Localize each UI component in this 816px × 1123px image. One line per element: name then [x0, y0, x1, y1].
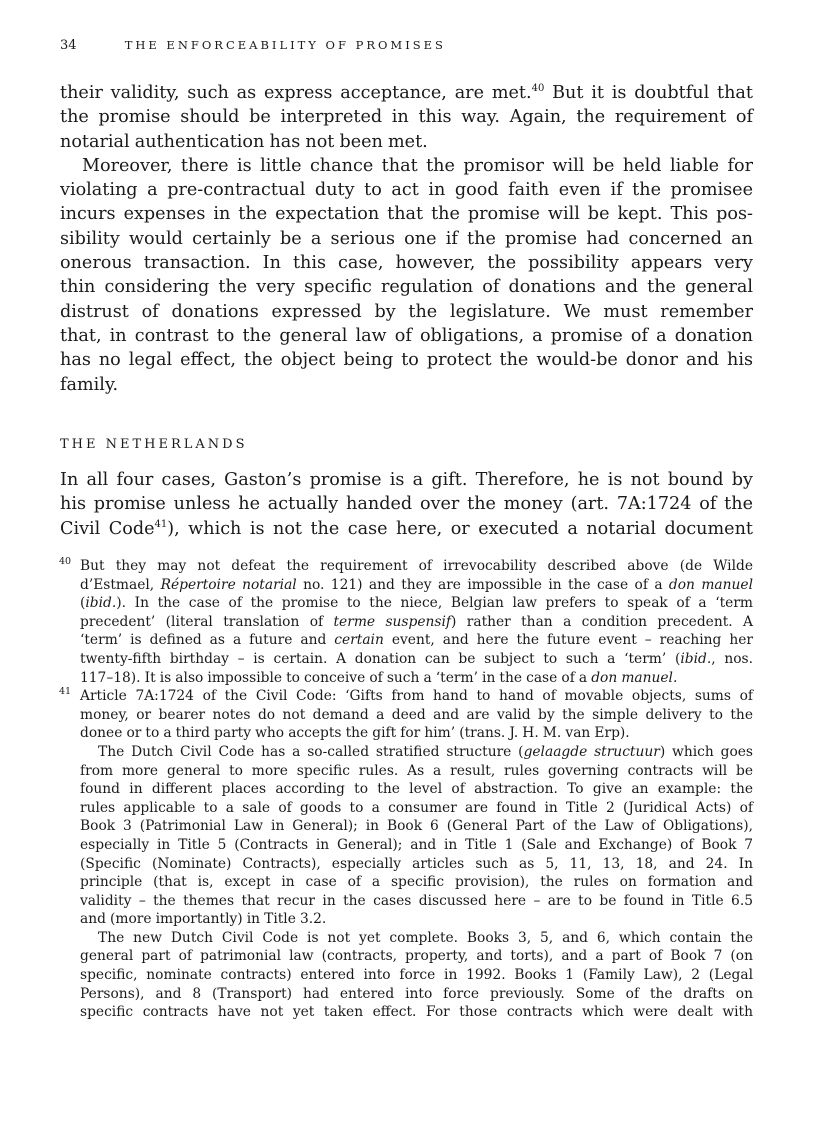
text-segment: from more general to more specific rules. As a result, rules governing contracts will be — [80, 762, 753, 779]
text-segment: that, in contrast to the general law of obligations, a promise of a donation — [60, 325, 753, 346]
text-segment: violating a pre-contractual duty to act in good faith even if the promisee — [60, 180, 753, 201]
text-segment: ( — [80, 595, 86, 612]
body-text-bottom — [60, 468, 753, 541]
text-segment: Civil Code — [60, 518, 155, 539]
text-segment: sibility would certainly be a serious one if the promise had concerned an — [60, 228, 753, 249]
text-segment: specific, nominate contracts) entered into force in 1992. Books 1 (Family Law), 2 (Legal — [80, 967, 753, 984]
text-line — [60, 373, 753, 397]
page-number: 34 — [60, 38, 77, 53]
text-line — [60, 202, 753, 226]
text-segment: the promise should be interpreted in this way. Again, the requirement of — [60, 107, 753, 128]
text-segment: , nos. — [711, 650, 753, 667]
text-segment: The Dutch Civil Code has a so-called stratified structure ( — [98, 743, 524, 760]
text-line — [60, 251, 753, 275]
text-segment: d’Estmael, — [80, 576, 161, 593]
text-segment: thin considering the very specific regulation of donations and the general — [60, 277, 753, 298]
footnote-line — [80, 594, 753, 613]
footnotes — [59, 556, 754, 1022]
running-title: THE ENFORCEABILITY OF PROMISES — [124, 38, 446, 52]
italic-text: gelaagde structuur — [523, 743, 660, 760]
footnote-line — [80, 966, 753, 985]
footnote-line — [80, 910, 753, 929]
text-segment: distrust of donations expressed by the legislature. We must remember — [60, 301, 753, 322]
text-segment: incurs expenses in the expectation that the promise will be kept. This pos- — [60, 204, 753, 225]
footnote-line — [80, 706, 753, 725]
text-segment: has no legal effect, the object being to protect the would-be donor and his — [60, 350, 753, 371]
footnote-number: 41 — [59, 686, 72, 698]
text-segment: donee or to a third party who accepts the gift for him’ (trans. J. H. M. van Erp). — [80, 725, 630, 742]
text-segment: specific contracts have not yet taken effect. For those contracts which were dealt with — [80, 1004, 753, 1021]
text-line — [60, 105, 753, 129]
text-segment: In all four cases, Gaston’s promise is a gift. Therefore, he is not bound by — [60, 470, 753, 490]
italic-text: ibid. — [85, 595, 117, 612]
italic-text: don manuel. — [591, 669, 678, 686]
text-line — [60, 130, 753, 154]
text-segment: and (more importantly) in Title 3.2. — [80, 911, 327, 928]
text-segment: principle (that is, except in case of a specific provision), the rules on formation and — [80, 874, 753, 891]
footnote-line — [80, 743, 753, 762]
text-segment: ) which goes — [659, 743, 753, 760]
footnote-line — [80, 817, 753, 836]
text-segment: ) rather than a condition precedent. A — [450, 613, 754, 630]
running-head — [60, 38, 446, 53]
text-segment: their validity, such as express acceptance, are met. — [60, 83, 532, 103]
section-heading: THE NETHERLANDS — [60, 437, 248, 452]
text-segment: ‘term’ is defined as a future and — [80, 632, 335, 649]
text-segment: ). In the case of the promise to the niece, Belgian law prefers to speak of a ‘term — [116, 595, 753, 612]
text-segment: precedent’ (literal translation of — [80, 613, 334, 630]
text-segment: notarial authentication has not been met. — [60, 131, 428, 152]
text-line — [60, 154, 753, 178]
italic-text: terme suspensif — [333, 613, 451, 630]
footnote-line — [80, 1003, 753, 1022]
text-line — [60, 227, 753, 251]
text-segment: Moreover, there is little chance that the promisor will be held liable for — [82, 155, 753, 176]
footnote-line — [80, 855, 753, 874]
text-segment: validity – the themes that recur in the cases discussed here – are to be found in Title 6.5 — [80, 892, 753, 909]
text-line — [60, 81, 753, 105]
text-line — [60, 300, 753, 324]
text-segment: event, and here the future event – reaching her — [383, 632, 753, 649]
text-line — [60, 468, 753, 492]
text-segment: Book 3 (Patrimonial Law in General); in Book 6 (General Part of the Law of Obligations), — [80, 818, 753, 835]
text-segment: Persons), and 8 (Transport) had entered into force previously. Some of the drafts on — [80, 985, 753, 1002]
footnote-line — [80, 836, 753, 855]
text-segment: But it is doubtful that — [544, 83, 753, 103]
text-segment: general part of patrimonial law (contracts, property, and torts), and a part of Book 7 (on — [80, 948, 753, 965]
text-segment: twenty-fifth birthday – is certain. A donation can be subject to such a ‘term’ ( — [80, 650, 681, 667]
footnote-line — [80, 613, 753, 632]
italic-text: Répertoire notarial — [160, 576, 297, 593]
footnote-line — [80, 985, 753, 1004]
text-segment: But they may not defeat the requirement of irrevocability described above (de Wilde — [80, 558, 753, 574]
footnote-line — [80, 576, 753, 595]
text-segment: rules applicable to a sale of goods to a consumer are found in Title 2 (Juridical Acts) of — [80, 799, 753, 816]
footnote-line — [80, 873, 753, 892]
text-segment: no. 121) and they are impossible in the case of a — [296, 576, 669, 593]
text-segment: Article 7A:1724 of the Civil Code: ‘Gifts from hand to hand of movable objects, sums of — [80, 688, 753, 705]
text-segment: found in different places according to the level of abstraction. To give an example: the — [80, 781, 753, 798]
text-segment: especially in Title 5 (Contracts in General); and in Title 1 (Sale and Exchange) of Book 7 — [80, 836, 753, 853]
footnote-number: 40 — [59, 556, 72, 567]
text-line — [60, 275, 753, 299]
italic-text: certain — [334, 632, 384, 649]
text-line — [60, 517, 753, 541]
italic-text: don manuel — [668, 576, 753, 593]
footnote-line — [80, 947, 753, 966]
footnote-line — [80, 799, 753, 818]
text-segment: 117–18). It is also impossible to conceive of such a ‘term’ in the case of a — [80, 669, 592, 686]
text-segment: onerous transaction. In this case, however, the possibility appears very — [60, 253, 753, 274]
footnote-line — [80, 780, 753, 799]
text-segment: his promise unless he actually handed over the money (art. 7A:1724 of the — [60, 494, 753, 515]
text-line — [60, 348, 753, 372]
footnote-line — [80, 892, 753, 911]
text-line — [60, 178, 753, 202]
text-line — [60, 324, 753, 348]
footnote-line — [80, 669, 753, 688]
text-segment: The new Dutch Civil Code is not yet complete. Books 3, 5, and 6, which contain the — [98, 929, 753, 946]
text-segment: family. — [60, 374, 119, 395]
footnote-line — [80, 929, 753, 948]
text-line — [60, 492, 753, 516]
italic-text: ibid. — [680, 650, 712, 667]
footnote-line — [80, 650, 753, 669]
footnote-reference: 41 — [154, 518, 168, 530]
text-segment: money, or bearer notes do not demand a deed and are valid by the simple delivery to the — [80, 706, 753, 723]
footnote-line — [80, 724, 753, 743]
footnote-line — [80, 762, 753, 781]
footnote-line — [80, 631, 753, 650]
body-text-top — [60, 81, 753, 397]
footnote-line — [59, 556, 753, 576]
text-segment: (Specific (Nominate) Contracts), especially articles such as 5, 11, 13, 18, and 24. In — [80, 855, 753, 872]
footnote-line — [59, 686, 753, 706]
footnote-reference: 40 — [531, 83, 545, 95]
text-segment: ), which is not the case here, or executed a notarial document — [167, 518, 753, 539]
